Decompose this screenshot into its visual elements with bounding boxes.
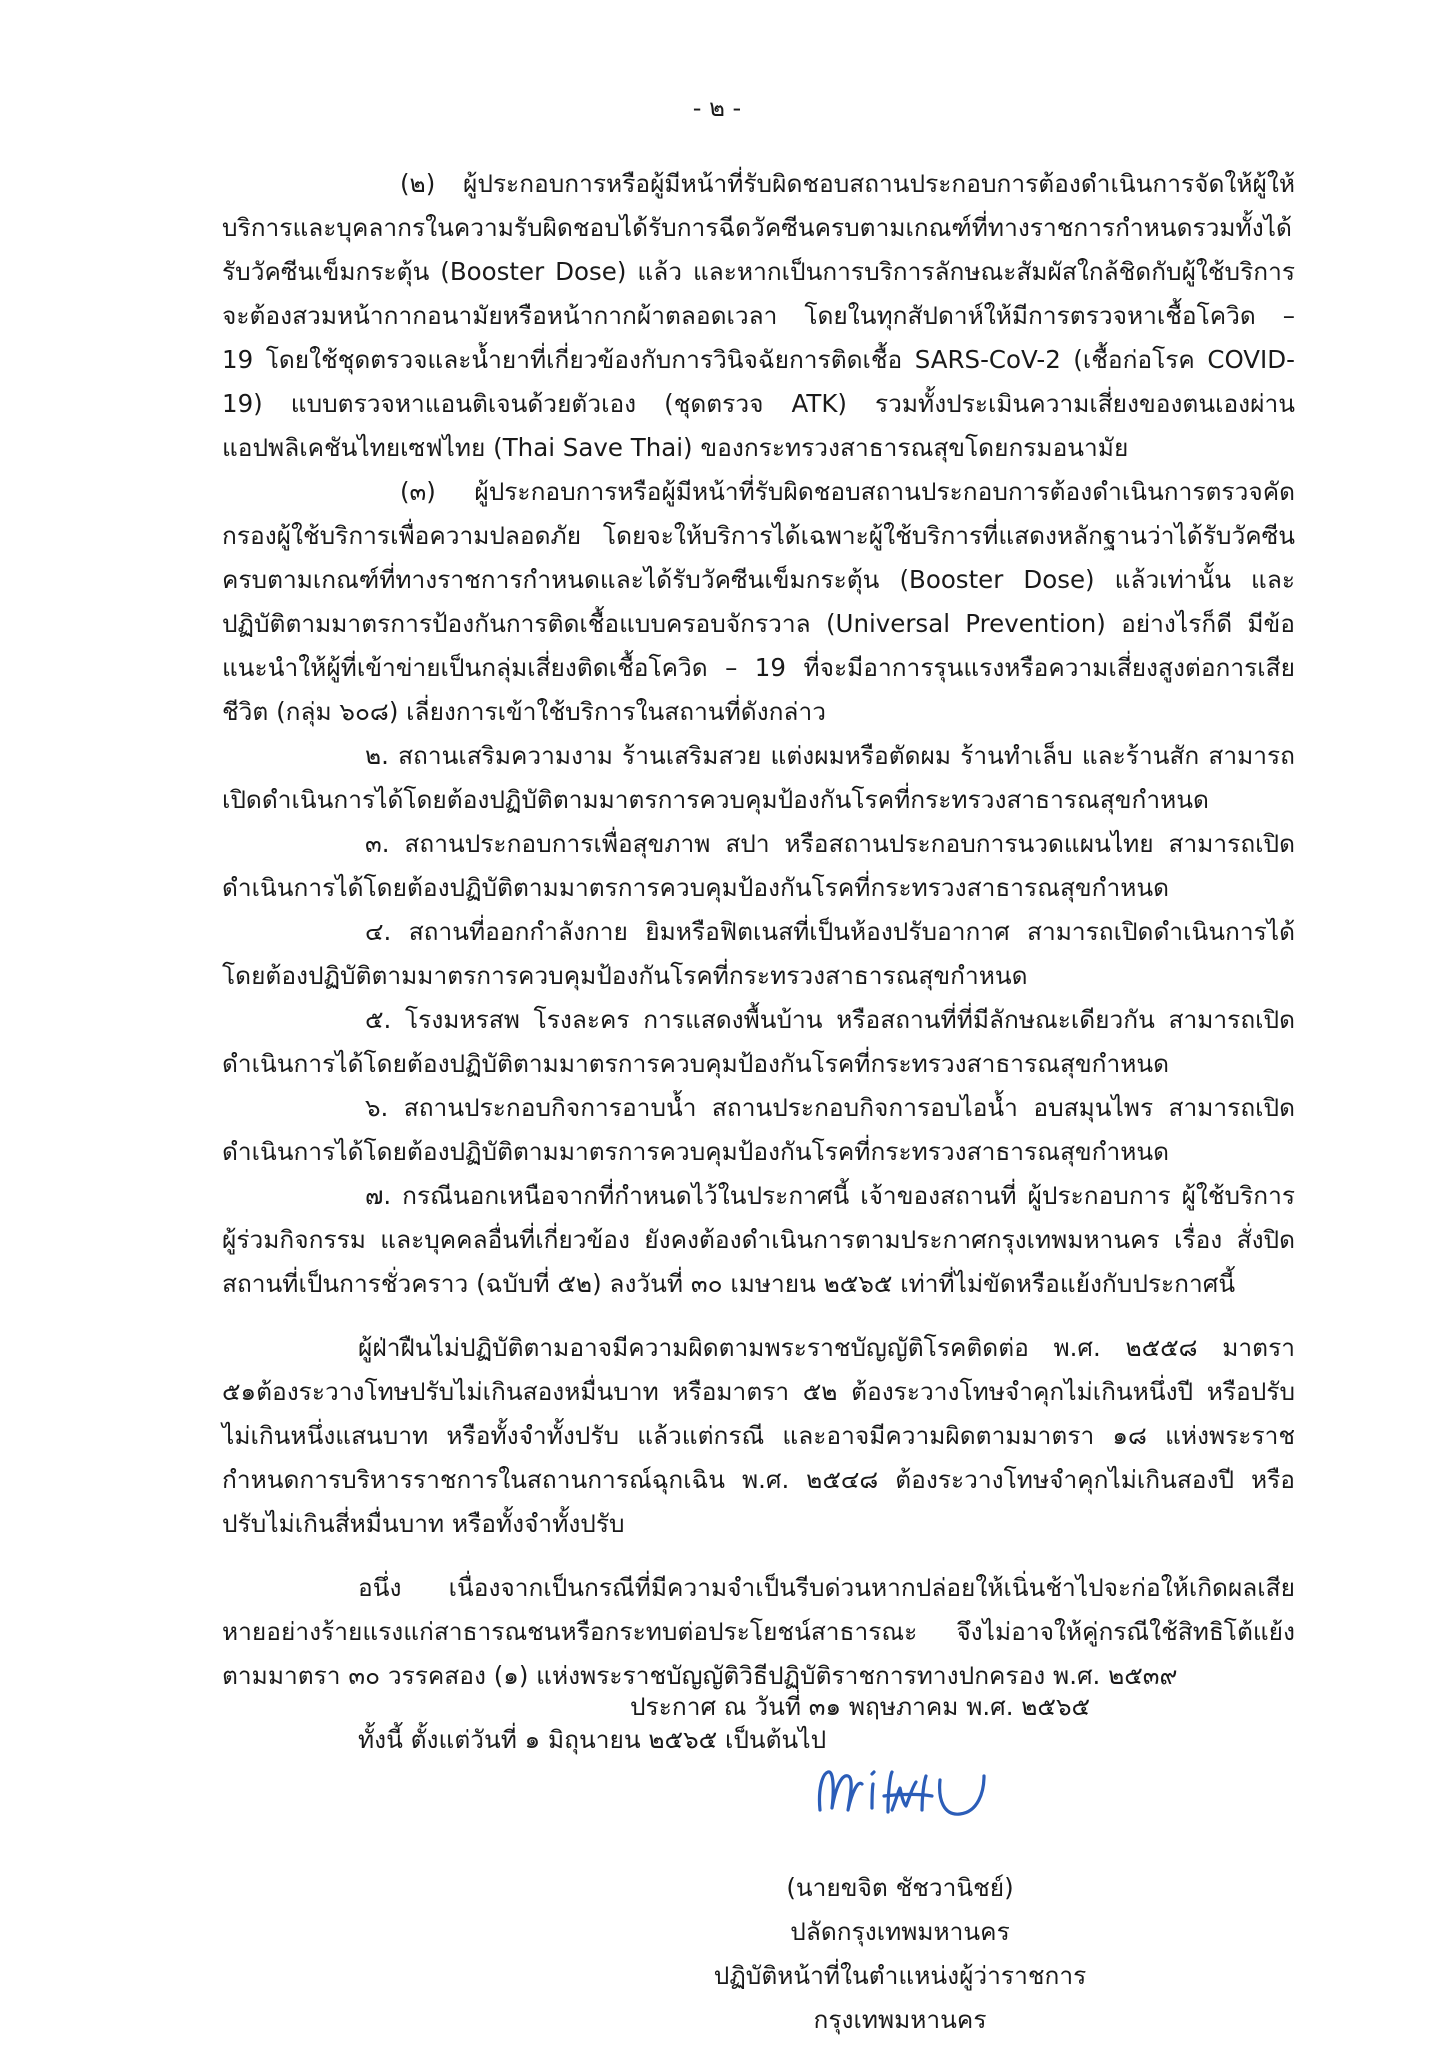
paragraph-fitness: ๔. สถานที่ออกกำลังกาย ยิมหรือฟิตเนสที่เป็นห้องปรับอากาศ สามารถเปิดดำเนินการได้โดยต้องปฏิบัติตามมาตรการควบคุมป้องกันโรคที่กระทรวงสาธารณสุขกำหนด	[222, 917, 1295, 990]
paragraph-other-cases: ๗. กรณีนอกเหนือจากที่กำหนดไว้ในประกาศนี้ เจ้าของสถานที่ ผู้ประกอบการ ผู้ใช้บริการผู้ร่วมกิจกรรม และบุคคลอื่นที่เกี่ยวข้อง ยังคงต้องดำเนินการตามประกาศกรุงเทพมหานคร เรื่อง สั่งปิดสถานที่เป็นการชั่วคราว (ฉบับที่ ๕๒) ลงวันที่ ๓๐ เมษายน ๒๕๖๕ เท่าที่ไม่ขัดหรือแย้งกับประกาศนี้	[222, 1181, 1295, 1298]
paragraph-screen-customers: (๓) ผู้ประกอบการหรือผู้มีหน้าที่รับผิดชอบสถานประกอบการต้องดำเนินการตรวจคัดกรองผู้ใช้บริการเพื่อความปลอดภัย โดยจะให้บริการได้เฉพาะผู้ใช้บริการที่แสดงหลักฐานว่าได้รับวัคซีนครบตามเกณฑ์ที่ทางราชการกำหนดและได้รับวัคซีนเข็มกระตุ้น (Booster Dose) แล้วเท่านั้น และปฏิบัติตามมาตรการป้องกันการติดเชื้อแบบครอบจักรวาล (Universal Prevention) อย่างไรก็ดี มีข้อแนะนำให้ผู้ที่เข้าข่ายเป็นกลุ่มเสี่ยงติดเชื้อโควิด – 19 ที่จะมีอาการรุนแรงหรือความเสี่ยงสูงต่อการเสียชีวิต (กลุ่ม ๖๐๘) เลี่ยงการเข้าใช้บริการในสถานที่ดังกล่าว	[222, 477, 1295, 726]
paragraph-spa-massage: ๓. สถานประกอบการเพื่อสุขภาพ สปา หรือสถานประกอบการนวดแผนไทย สามารถเปิดดำเนินการได้โดยต้องปฏิบัติตามมาตรการควบคุมป้องกันโรคที่กระทรวงสาธารณสุขกำหนด	[222, 829, 1295, 902]
signatory-name: (นายขจิต ชัชวานิชย์)	[786, 1873, 1014, 1902]
paragraph-effective-date: ทั้งนี้ ตั้งแต่วันที่ ๑ มิถุนายน ๒๕๖๕ เป็นต้นไป	[358, 1725, 827, 1754]
signatory-title: ปลัดกรุงเทพมหานคร	[790, 1917, 1010, 1946]
paragraph-theater: ๕. โรงมหรสพ โรงละคร การแสดงพื้นบ้าน หรือสถานที่ที่มีลักษณะเดียวกัน สามารถเปิดดำเนินการได้โดยต้องปฏิบัติตามมาตรการควบคุมป้องกันโรคที่กระทรวงสาธารณสุขกำหนด	[222, 1005, 1295, 1078]
signature-block	[630, 1866, 1170, 2042]
paragraph-booster-staff: (๒) ผู้ประกอบการหรือผู้มีหน้าที่รับผิดชอบสถานประกอบการต้องดำเนินการจัดให้ผู้ให้บริการและบุคลากรในความรับผิดชอบได้รับการฉีดวัคซีนครบตามเกณฑ์ที่ทางราชการกำหนดรวมทั้งได้รับวัคซีนเข็มกระตุ้น (Booster Dose) แล้ว และหากเป็นการบริการลักษณะสัมผัสใกล้ชิดกับผู้ใช้บริการจะต้องสวมหน้ากากอนามัยหรือหน้ากากผ้าตลอดเวลา โดยในทุกสัปดาห์ให้มีการตรวจหาเชื้อโควิด – 19 โดยใช้ชุดตรวจและน้ำยาที่เกี่ยวข้องกับการวินิจฉัยการติดเชื้อ SARS-CoV-2 (เชื้อก่อโรค COVID-19) แบบตรวจหาแอนติเจนด้วยตัวเอง (ชุดตรวจ ATK) รวมทั้งประเมินความเสี่ยงของตนเองผ่านแอปพลิเคชันไทยเซฟไทย (Thai Save Thai) ของกระทรวงสาธารณสุขโดยกรมอนามัย	[222, 169, 1295, 462]
paragraph-urgency: อนึ่ง เนื่องจากเป็นกรณีที่มีความจำเป็นรีบด่วนหากปล่อยให้เนิ่นช้าไปจะก่อให้เกิดผลเสียหายอย่างร้ายแรงแก่สาธารณชนหรือกระทบต่อประโยชน์สาธารณะ จึงไม่อาจให้คู่กรณีใช้สิทธิโต้แย้ง ตามมาตรา ๓๐ วรรคสอง (๑) แห่งพระราชบัญญัติวิธีปฏิบัติราชการทางปกครอง พ.ศ. ๒๕๓๙	[222, 1573, 1295, 1690]
paragraph-penalty: ผู้ฝ่าฝืนไม่ปฏิบัติตามอาจมีความผิดตามพระราชบัญญัติโรคติดต่อ พ.ศ. ๒๕๕๘ มาตรา ๕๑ต้องระวางโทษปรับไม่เกินสองหมื่นบาท หรือมาตรา ๕๒ ต้องระวางโทษจำคุกไม่เกินหนึ่งปี หรือปรับไม่เกินหนึ่งแสนบาท หรือทั้งจำทั้งปรับ แล้วแต่กรณี และอาจมีความผิดตามมาตรา ๑๘ แห่งพระราชกำหนดการบริหารราชการในสถานการณ์ฉุกเฉิน พ.ศ. ๒๕๔๘ ต้องระวางโทษจำคุกไม่เกินสองปี หรือปรับไม่เกินสี่หมื่นบาท หรือทั้งจำทั้งปรับ	[222, 1333, 1295, 1538]
paragraph-bath-sauna: ๖. สถานประกอบกิจการอาบน้ำ สถานประกอบกิจการอบไอน้ำ อบสมุนไพร สามารถเปิดดำเนินการได้โดยต้องปฏิบัติตามมาตรการควบคุมป้องกันโรคที่กระทรวงสาธารณสุขกำหนด	[222, 1093, 1295, 1166]
signatory-acting-title: ปฏิบัติหน้าที่ในตำแหน่งผู้ว่าราชการกรุงเทพมหานคร	[713, 1961, 1087, 2034]
signature-image	[812, 1752, 1012, 1830]
announcement-date: ประกาศ ณ วันที่ ๓๑ พฤษภาคม พ.ศ. ๒๕๖๕	[630, 1692, 1091, 1721]
paragraph-beauty-salon: ๒. สถานเสริมความงาม ร้านเสริมสวย แต่งผมหรือตัดผม ร้านทำเล็บ และร้านสัก สามารถเปิดดำเนินการได้โดยต้องปฏิบัติตามมาตรการควบคุมป้องกันโรคที่กระทรวงสาธารณสุขกำหนด	[222, 741, 1295, 814]
page-number: - ๒ -	[692, 94, 742, 122]
document-body	[222, 162, 1295, 1762]
